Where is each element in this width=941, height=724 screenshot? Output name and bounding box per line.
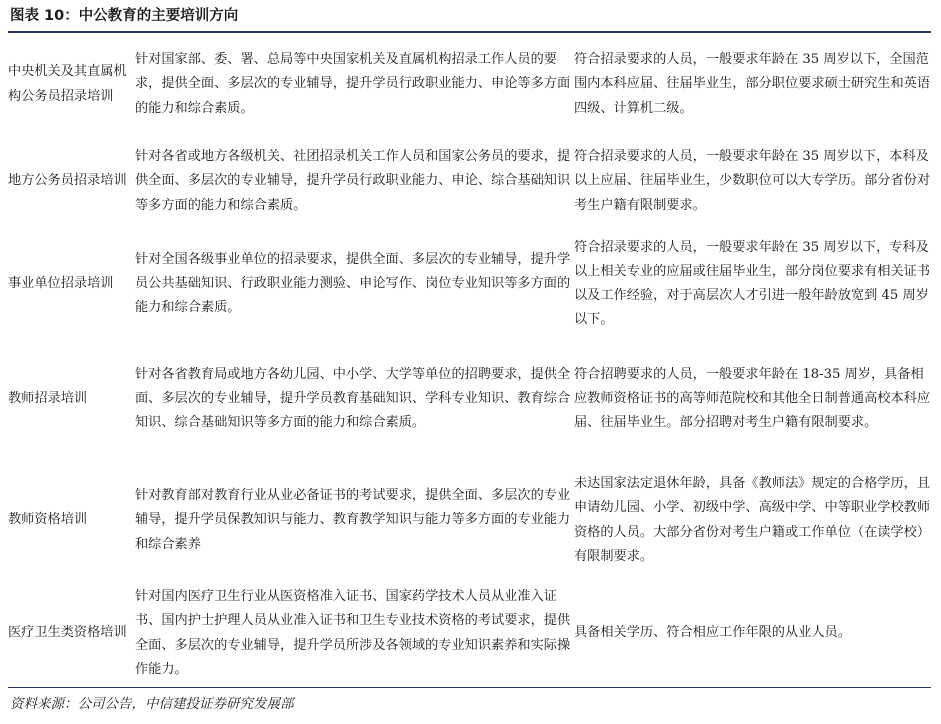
table-row [8,133,931,230]
table-row [8,460,931,581]
bottom-rule [8,687,931,688]
requirement-cell: 具备相关学历、符合相应工作年限的从业人员。 [574,625,851,641]
category-cell: 地方公务员招录培训 [8,173,127,189]
requirement-cell: 未达国家法定退休年龄，具备《教师法》规定的合格学历，且申请幼儿园、小学、初级中学、高级中学、中等职业学校教师资格的人员。大部分省份对考生户籍或工作单位（在读学校）有限制要求。 [574,476,931,564]
category-cell: 教师资格培训 [8,512,88,528]
category-cell: 事业单位招录培训 [8,275,114,291]
category-cell: 中央机关及其直属机构公务员招录培训 [8,64,127,104]
description-cell: 针对教育部对教育行业从业必备证书的考试要求，提供全面、多层次的专业辅导，提升学员保教知识与能力、教育教学知识与能力等多方面的专业能力和综合素养 [135,488,571,552]
top-rule [8,31,931,33]
figure-title: 图表 10：中公教育的主要培训方向 [10,8,239,24]
requirement-cell: 符合招录要求的人员，一般要求年龄在 35 周岁以下，全国范围内本科应届、往届毕业生，部分职位要求硕士研究生和英语四级、计算机二级。 [574,52,931,116]
category-cell: 教师招录培训 [8,390,88,406]
description-cell: 针对国内医疗卫生行业从医资格准入证书、国家药学技术人员从业准入证书、国内护士护理人员从业准入证书和卫生专业技术资格的考试要求，提供全面、多层次的专业辅导，提升学员所涉及各领域的专业知识素养和实际操作能力。 [135,589,571,677]
requirement-cell: 符合招录要求的人员，一般要求年龄在 35 周岁以下，本科及以上应届、往届毕业生，少数职位可以大专学历。部分省份对考生户籍有限制要求。 [574,149,931,213]
description-cell: 针对国家部、委、署、总局等中央国家机关及直属机构招录工作人员的要求，提供全面、多层次的专业辅导，提升学员行政职业能力、申论等多方面的能力和综合素质。 [135,52,571,116]
table-row [8,338,931,460]
source-note: 资料来源：公司公告，中信建投证券研究发展部 [10,696,294,712]
description-cell: 针对全国各级事业单位的招录要求，提供全面、多层次的专业辅导，提升学员公共基础知识、行政职业能力测验、申论写作、岗位专业知识等多方面的能力和综合素质。 [135,251,571,316]
requirement-cell: 符合招录要求的人员，一般要求年龄在 35 周岁以下，专科及以上相关专业的应届或往届毕业生，部分岗位要求有相关证书以及工作经验，对于高层次人才引进一般年龄放宽到 45 周岁以下。 [574,239,931,328]
description-cell: 针对各省或地方各级机关、社团招录机关工作人员和国家公务员的要求，提供全面、多层次的专业辅导，提升学员行政职业能力、申论、综合基础知识等多方面的能力和综合素质。 [135,149,571,213]
description-cell: 针对各省教育局或地方各幼儿园、中小学、大学等单位的招聘要求，提供全面、多层次的专业辅导，提升学员教育基础知识、学科专业知识、教育综合知识、综合基础知识等多方面的能力和综合素质。 [135,366,571,431]
category-cell: 医疗卫生类资格培训 [8,625,127,641]
requirement-cell: 符合招聘要求的人员，一般要求年龄在 18-35 周岁，具备相应教师资格证书的高等师范院校和其他全日制普通高校本科应届、往届毕业生。部分招聘对考生户籍有限制要求。 [574,366,931,431]
table-row [8,581,931,686]
table-row [8,230,931,338]
training-table [8,36,931,686]
table-row [8,36,931,133]
